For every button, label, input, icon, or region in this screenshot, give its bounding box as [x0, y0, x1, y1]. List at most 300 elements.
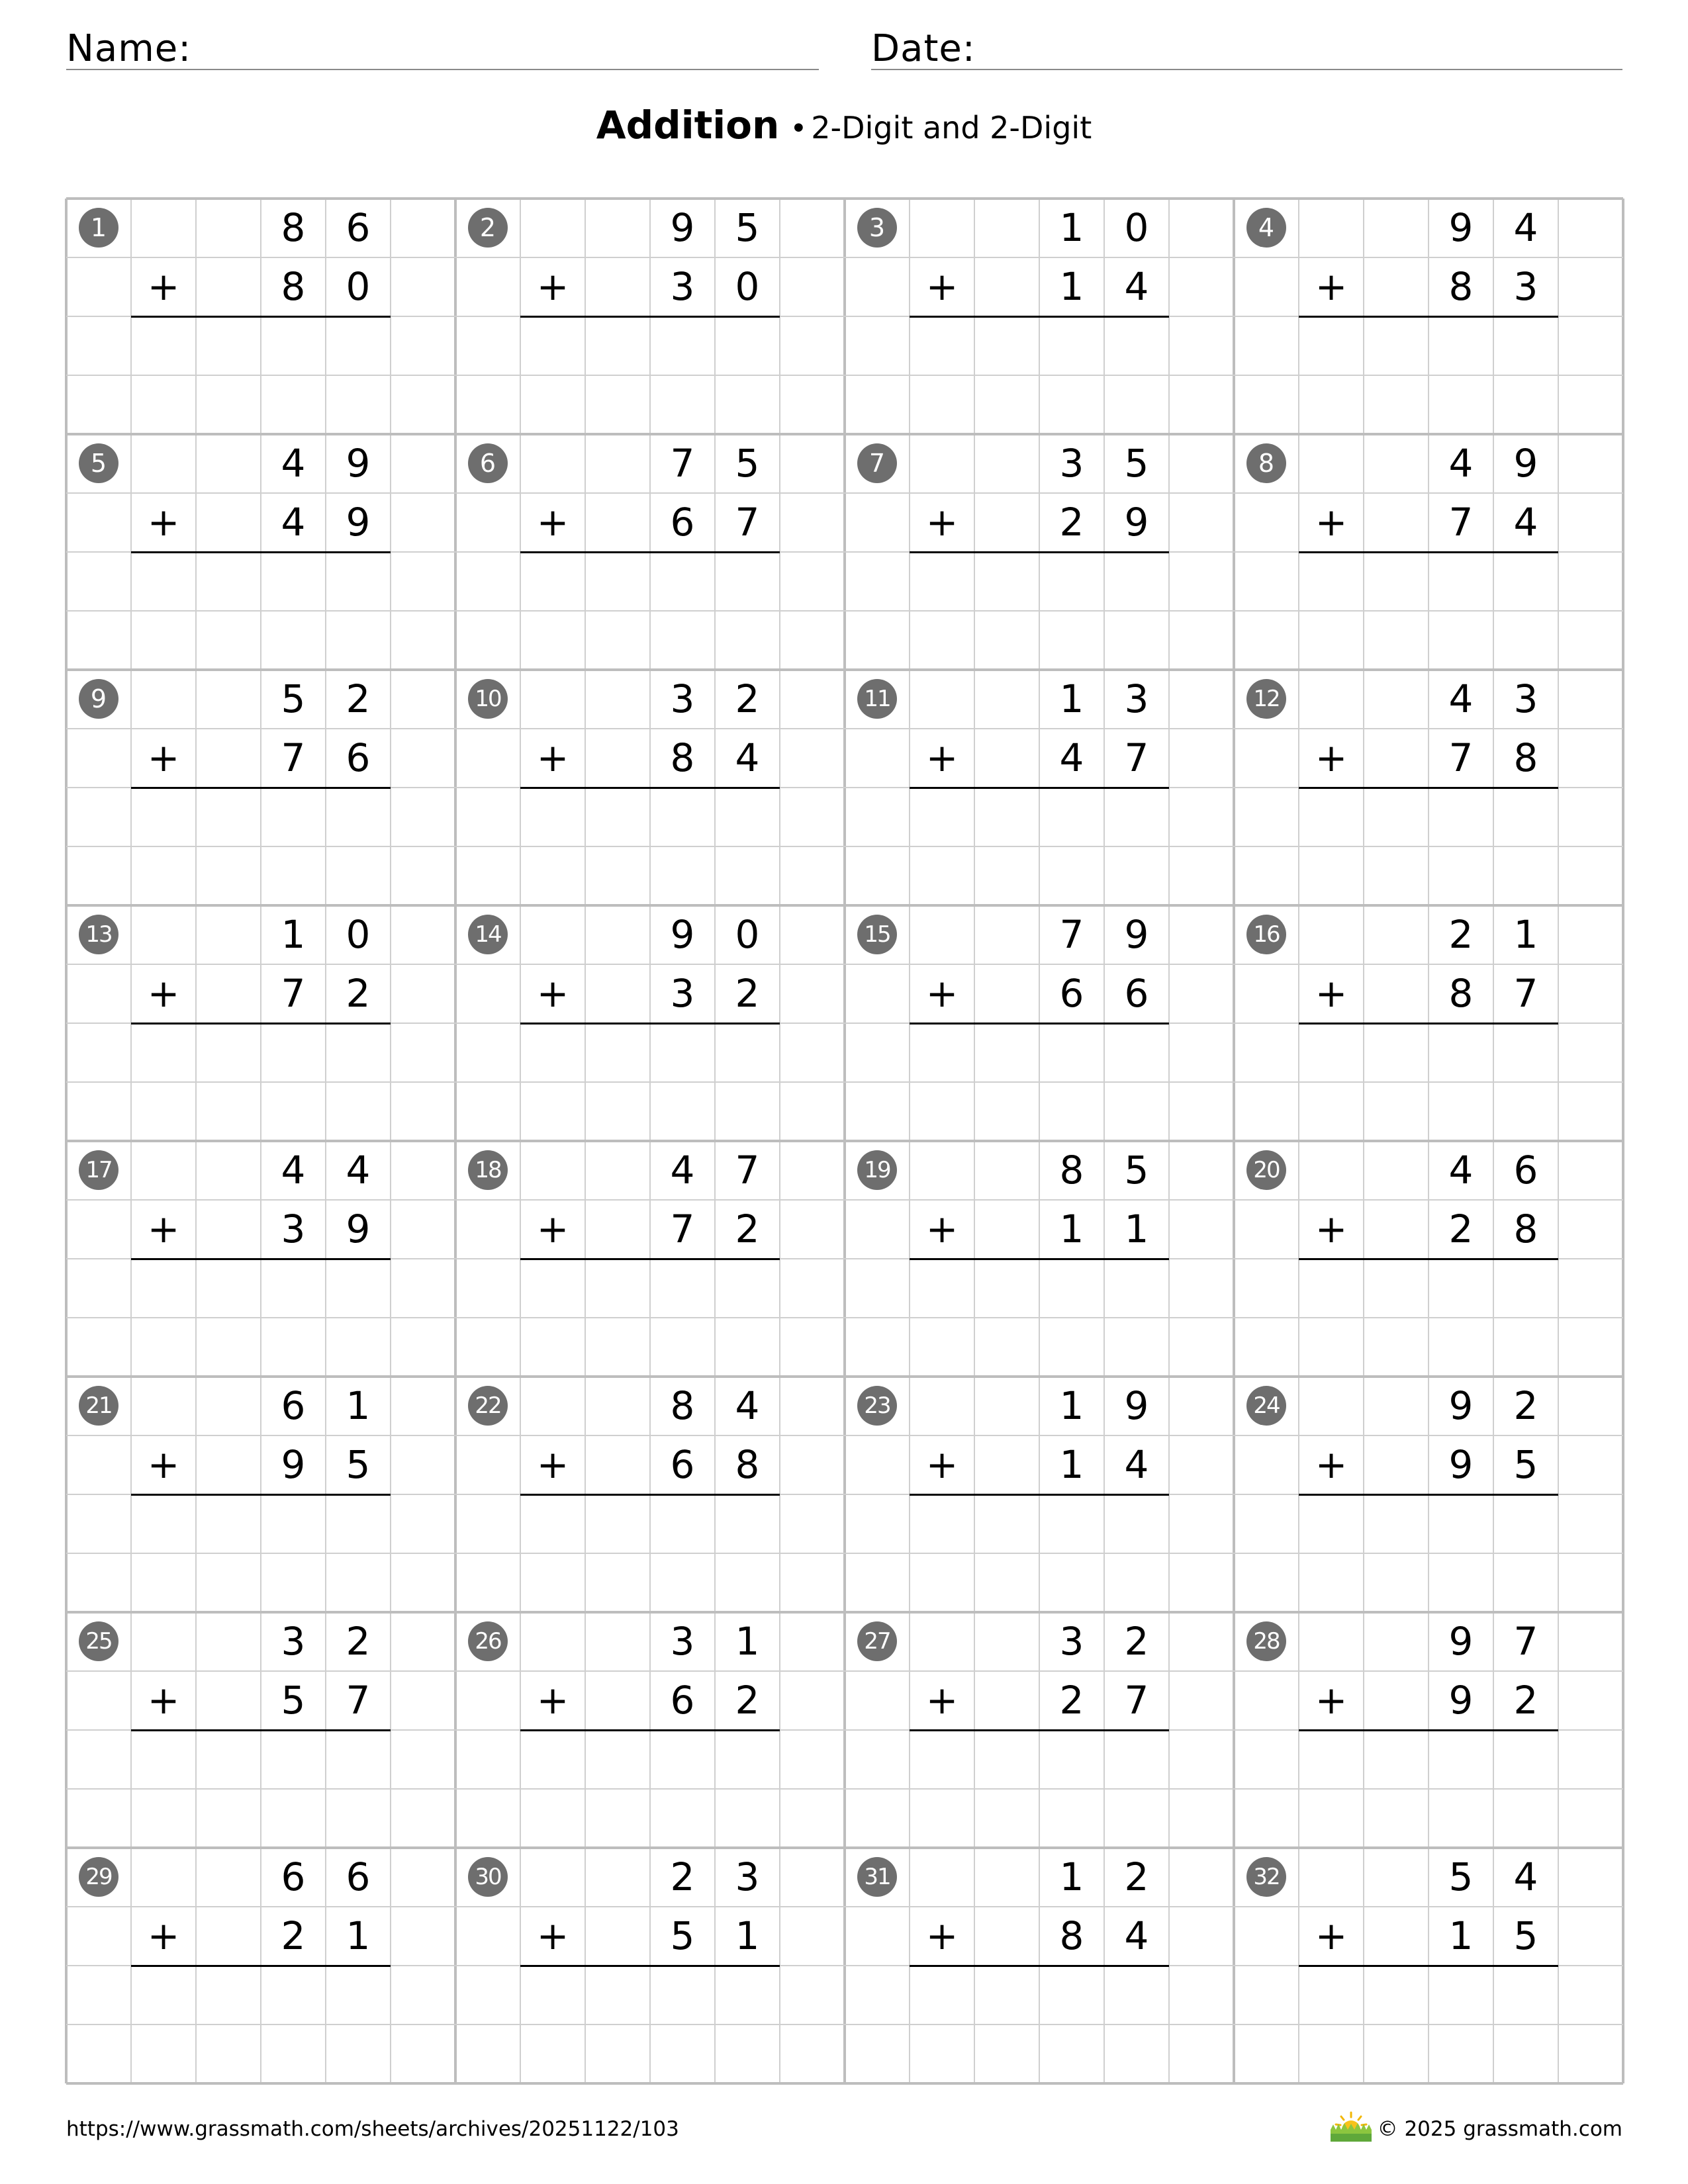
- plus-sign: +: [147, 1678, 180, 1723]
- plus-sign: +: [536, 500, 569, 545]
- answer-cell[interactable]: [1429, 316, 1493, 375]
- addend-bottom-ones: 7: [1124, 1678, 1149, 1723]
- addend-top-ones: 2: [346, 676, 371, 721]
- answer-cell[interactable]: [131, 1259, 196, 1318]
- addend-top-tens: 9: [1448, 1619, 1474, 1664]
- addend-top-ones: 4: [1513, 1854, 1538, 1899]
- answer-cell[interactable]: [1493, 1966, 1558, 2025]
- plus-sign: +: [536, 264, 569, 309]
- date-field[interactable]: [871, 23, 1622, 70]
- answer-cell[interactable]: [520, 1730, 585, 1789]
- addend-top-tens: 6: [281, 1854, 306, 1899]
- addend-top-ones: 9: [1124, 1383, 1149, 1428]
- addend-bottom-tens: 4: [281, 500, 306, 545]
- answer-cell[interactable]: [131, 1494, 196, 1553]
- title-main: Addition: [596, 103, 780, 148]
- problem-number-badge: 23: [857, 1386, 897, 1426]
- answer-cell[interactable]: [1493, 1259, 1558, 1318]
- answer-cell[interactable]: [1493, 552, 1558, 611]
- answer-cell[interactable]: [1104, 1966, 1169, 2025]
- answer-cell[interactable]: [650, 1494, 715, 1553]
- answer-cell[interactable]: [196, 1966, 261, 2025]
- answer-cell[interactable]: [910, 1023, 974, 1082]
- addend-top-tens: 1: [1059, 1854, 1084, 1899]
- addend-bottom-ones: 1: [346, 1913, 371, 1958]
- addend-top-ones: 1: [1513, 912, 1538, 957]
- answer-cell[interactable]: [1039, 1023, 1104, 1082]
- answer-cell[interactable]: [585, 1023, 650, 1082]
- answer-cell[interactable]: [1039, 552, 1104, 611]
- footer-url: https://www.grassmath.com/sheets/archives/20251122/103: [66, 2117, 679, 2141]
- answer-cell[interactable]: [261, 316, 326, 375]
- addend-bottom-ones: 7: [1513, 971, 1538, 1016]
- answer-cell[interactable]: [650, 316, 715, 375]
- addend-top-ones: 9: [346, 441, 371, 486]
- answer-cell[interactable]: [1104, 316, 1169, 375]
- plus-sign: +: [536, 1442, 569, 1487]
- plus-sign: +: [147, 735, 180, 780]
- answer-cell[interactable]: [1364, 1730, 1429, 1789]
- addend-top-ones: 0: [1124, 205, 1149, 250]
- plus-sign: +: [1315, 264, 1348, 309]
- answer-cell[interactable]: [910, 316, 974, 375]
- answer-cell[interactable]: [196, 788, 261, 846]
- answer-cell[interactable]: [1493, 1023, 1558, 1082]
- addend-top-ones: 2: [1124, 1619, 1149, 1664]
- addend-top-tens: 4: [1448, 1148, 1474, 1193]
- answer-cell[interactable]: [196, 316, 261, 375]
- addend-bottom-tens: 7: [281, 735, 306, 780]
- addend-top-tens: 1: [1059, 1383, 1084, 1428]
- answer-cell[interactable]: [1299, 1023, 1364, 1082]
- addend-bottom-tens: 3: [281, 1206, 306, 1251]
- addend-bottom-tens: 3: [670, 264, 695, 309]
- addend-bottom-ones: 4: [1124, 1913, 1149, 1958]
- plus-sign: +: [536, 1678, 569, 1723]
- addend-top-ones: 6: [346, 1854, 371, 1899]
- problem-number-badge: 12: [1246, 679, 1286, 719]
- answer-cell[interactable]: [520, 552, 585, 611]
- addend-top-ones: 2: [735, 676, 760, 721]
- problem-number-badge: 14: [468, 915, 508, 954]
- problem-number-badge: 11: [857, 679, 897, 719]
- answer-cell[interactable]: [585, 552, 650, 611]
- addend-bottom-ones: 8: [1513, 735, 1538, 780]
- addend-top-tens: 7: [1059, 912, 1084, 957]
- answer-cell[interactable]: [910, 1730, 974, 1789]
- answer-cell[interactable]: [261, 1259, 326, 1318]
- addend-top-tens: 4: [281, 1148, 306, 1193]
- answer-cell[interactable]: [1104, 1730, 1169, 1789]
- answer-cell[interactable]: [326, 788, 391, 846]
- addend-bottom-tens: 8: [1059, 1913, 1084, 1958]
- problem-number-badge: 30: [468, 1857, 508, 1897]
- answer-cell[interactable]: [1039, 316, 1104, 375]
- date-label: Date:: [871, 27, 976, 70]
- answer-cell[interactable]: [520, 788, 585, 846]
- problem-number-badge: 29: [79, 1857, 118, 1897]
- answer-cell[interactable]: [520, 1966, 585, 2025]
- answer-cell[interactable]: [1104, 1259, 1169, 1318]
- addend-bottom-tens: 1: [1059, 264, 1084, 309]
- answer-cell[interactable]: [585, 1966, 650, 2025]
- answer-cell[interactable]: [974, 788, 1039, 846]
- answer-cell[interactable]: [1429, 1494, 1493, 1553]
- answer-cell[interactable]: [131, 1730, 196, 1789]
- answer-cell[interactable]: [650, 1966, 715, 2025]
- answer-cell[interactable]: [650, 788, 715, 846]
- answer-cell[interactable]: [650, 1730, 715, 1789]
- answer-cell[interactable]: [585, 1730, 650, 1789]
- answer-cell[interactable]: [326, 1730, 391, 1789]
- answer-cell[interactable]: [974, 1494, 1039, 1553]
- addend-bottom-ones: 7: [1124, 735, 1149, 780]
- answer-cell[interactable]: [974, 316, 1039, 375]
- addend-top-ones: 6: [1513, 1148, 1538, 1193]
- addend-top-ones: 2: [346, 1619, 371, 1664]
- answer-cell[interactable]: [974, 1259, 1039, 1318]
- answer-cell[interactable]: [520, 1494, 585, 1553]
- addend-top-tens: 4: [670, 1148, 695, 1193]
- problem-number-badge: 19: [857, 1150, 897, 1190]
- addend-bottom-ones: 4: [1513, 500, 1538, 545]
- answer-cell[interactable]: [326, 1494, 391, 1553]
- answer-cell[interactable]: [196, 552, 261, 611]
- problem-number-badge: 7: [857, 443, 897, 483]
- answer-cell[interactable]: [585, 316, 650, 375]
- answer-cell[interactable]: [1104, 552, 1169, 611]
- problem-number-badge: 2: [468, 208, 508, 248]
- addend-top-tens: 3: [1059, 1619, 1084, 1664]
- answer-cell[interactable]: [1429, 1730, 1493, 1789]
- plus-sign: +: [536, 1206, 569, 1251]
- addend-bottom-tens: 8: [281, 264, 306, 309]
- addend-top-tens: 8: [1059, 1148, 1084, 1193]
- addend-top-tens: 2: [1448, 912, 1474, 957]
- addend-top-tens: 4: [1448, 441, 1474, 486]
- answer-cell[interactable]: [326, 316, 391, 375]
- addend-bottom-tens: 1: [1059, 1206, 1084, 1251]
- addend-top-tens: 1: [1059, 205, 1084, 250]
- answer-cell[interactable]: [1429, 1966, 1493, 2025]
- addend-top-tens: 4: [1448, 676, 1474, 721]
- answer-cell[interactable]: [585, 1494, 650, 1553]
- plus-sign: +: [1315, 1678, 1348, 1723]
- addend-top-ones: 9: [1513, 441, 1538, 486]
- addend-bottom-tens: 2: [1059, 1678, 1084, 1723]
- addend-bottom-tens: 6: [670, 1442, 695, 1487]
- addend-bottom-tens: 9: [281, 1442, 306, 1487]
- plus-sign: +: [925, 1442, 959, 1487]
- plus-sign: +: [925, 1678, 959, 1723]
- answer-cell[interactable]: [261, 1730, 326, 1789]
- answer-cell[interactable]: [715, 1966, 780, 2025]
- plus-sign: +: [147, 264, 180, 309]
- answer-cell[interactable]: [650, 552, 715, 611]
- problem-number-badge: 6: [468, 443, 508, 483]
- problem-number-badge: 28: [1246, 1621, 1286, 1661]
- answer-cell[interactable]: [326, 1259, 391, 1318]
- answer-cell[interactable]: [910, 1259, 974, 1318]
- answer-cell[interactable]: [1493, 1494, 1558, 1553]
- addend-top-tens: 2: [670, 1854, 695, 1899]
- answer-cell[interactable]: [1299, 552, 1364, 611]
- answer-cell[interactable]: [1039, 1494, 1104, 1553]
- answer-cell[interactable]: [520, 1259, 585, 1318]
- problem-grid: [66, 199, 1623, 2083]
- answer-cell[interactable]: [261, 1966, 326, 2025]
- title-subtitle: 2-Digit and 2-Digit: [811, 110, 1092, 146]
- addend-top-tens: 5: [1448, 1854, 1474, 1899]
- addend-bottom-ones: 5: [1513, 1913, 1538, 1958]
- addend-bottom-ones: 2: [346, 971, 371, 1016]
- addend-bottom-tens: 5: [281, 1678, 306, 1723]
- answer-cell[interactable]: [1039, 1259, 1104, 1318]
- answer-cell[interactable]: [1299, 1730, 1364, 1789]
- answer-cell[interactable]: [910, 1494, 974, 1553]
- plus-sign: +: [147, 971, 180, 1016]
- addend-top-tens: 6: [281, 1383, 306, 1428]
- answer-cell[interactable]: [1104, 1494, 1169, 1553]
- answer-cell[interactable]: [326, 1966, 391, 2025]
- addend-top-tens: 5: [281, 676, 306, 721]
- addend-top-ones: 3: [1513, 676, 1538, 721]
- answer-cell[interactable]: [974, 1730, 1039, 1789]
- answer-cell[interactable]: [1429, 788, 1493, 846]
- answer-cell[interactable]: [1429, 1023, 1493, 1082]
- addend-bottom-ones: 7: [346, 1678, 371, 1723]
- addend-top-ones: 4: [1513, 205, 1538, 250]
- addend-bottom-tens: 8: [1448, 264, 1474, 309]
- answer-cell[interactable]: [910, 552, 974, 611]
- problem-number-badge: 22: [468, 1386, 508, 1426]
- problem-number-badge: 20: [1246, 1150, 1286, 1190]
- plus-sign: +: [925, 1206, 959, 1251]
- answer-cell[interactable]: [974, 1966, 1039, 2025]
- answer-cell[interactable]: [974, 1023, 1039, 1082]
- addend-top-ones: 4: [735, 1383, 760, 1428]
- addend-bottom-ones: 2: [735, 1678, 760, 1723]
- answer-cell[interactable]: [1299, 1494, 1364, 1553]
- addend-bottom-tens: 7: [670, 1206, 695, 1251]
- answer-cell[interactable]: [196, 1023, 261, 1082]
- answer-cell[interactable]: [715, 1730, 780, 1789]
- answer-cell[interactable]: [1364, 1494, 1429, 1553]
- answer-cell[interactable]: [650, 1259, 715, 1318]
- answer-cell[interactable]: [261, 788, 326, 846]
- addend-top-tens: 7: [670, 441, 695, 486]
- plus-sign: +: [925, 971, 959, 1016]
- addend-bottom-ones: 0: [735, 264, 760, 309]
- plus-sign: +: [147, 1442, 180, 1487]
- answer-cell[interactable]: [1299, 788, 1364, 846]
- addend-top-tens: 4: [281, 441, 306, 486]
- answer-cell[interactable]: [650, 1023, 715, 1082]
- addend-bottom-tens: 5: [670, 1913, 695, 1958]
- addend-bottom-tens: 1: [1059, 1442, 1084, 1487]
- answer-cell[interactable]: [1104, 1023, 1169, 1082]
- answer-cell[interactable]: [1039, 1966, 1104, 2025]
- addend-bottom-tens: 1: [1448, 1913, 1474, 1958]
- problem-number-badge: 31: [857, 1857, 897, 1897]
- answer-cell[interactable]: [131, 1023, 196, 1082]
- answer-cell[interactable]: [196, 1494, 261, 1553]
- answer-cell[interactable]: [1364, 1966, 1429, 2025]
- problem-number-badge: 24: [1246, 1386, 1286, 1426]
- answer-cell[interactable]: [1104, 788, 1169, 846]
- addend-bottom-ones: 5: [1513, 1442, 1538, 1487]
- plus-sign: +: [1315, 1206, 1348, 1251]
- grass-sun-icon: [1328, 2110, 1374, 2143]
- addend-bottom-ones: 6: [1124, 971, 1149, 1016]
- answer-cell[interactable]: [585, 1259, 650, 1318]
- title-separator: •: [790, 112, 808, 146]
- footer-copyright: © 2025 grassmath.com: [1377, 2117, 1622, 2141]
- addend-bottom-tens: 2: [1448, 1206, 1474, 1251]
- addend-top-tens: 3: [281, 1619, 306, 1664]
- block-divider: [66, 2082, 1623, 2085]
- answer-cell[interactable]: [1429, 552, 1493, 611]
- answer-cell[interactable]: [326, 552, 391, 611]
- answer-cell[interactable]: [1364, 1023, 1429, 1082]
- problem-number-badge: 18: [468, 1150, 508, 1190]
- addend-top-ones: 7: [1513, 1619, 1538, 1664]
- answer-cell[interactable]: [715, 1259, 780, 1318]
- answer-cell[interactable]: [131, 1966, 196, 2025]
- problem-number-badge: 27: [857, 1621, 897, 1661]
- answer-cell[interactable]: [326, 1023, 391, 1082]
- answer-cell[interactable]: [910, 788, 974, 846]
- answer-cell[interactable]: [910, 1966, 974, 2025]
- addend-top-tens: 9: [1448, 1383, 1474, 1428]
- addend-bottom-ones: 2: [735, 971, 760, 1016]
- addend-top-ones: 7: [735, 1148, 760, 1193]
- addend-bottom-tens: 9: [1448, 1442, 1474, 1487]
- addend-bottom-ones: 8: [1513, 1206, 1538, 1251]
- plus-sign: +: [925, 500, 959, 545]
- addend-bottom-tens: 6: [1059, 971, 1084, 1016]
- answer-cell[interactable]: [1493, 1730, 1558, 1789]
- problem-number-badge: 10: [468, 679, 508, 719]
- answer-cell[interactable]: [261, 1023, 326, 1082]
- addend-bottom-ones: 3: [1513, 264, 1538, 309]
- answer-cell[interactable]: [1039, 788, 1104, 846]
- answer-cell[interactable]: [196, 1730, 261, 1789]
- name-field[interactable]: [66, 23, 819, 70]
- answer-cell[interactable]: [261, 552, 326, 611]
- answer-cell[interactable]: [1299, 1259, 1364, 1318]
- answer-cell[interactable]: [715, 788, 780, 846]
- addend-top-ones: 2: [1124, 1854, 1149, 1899]
- answer-cell[interactable]: [715, 1023, 780, 1082]
- problem-number-badge: 16: [1246, 915, 1286, 954]
- problem-number-badge: 15: [857, 915, 897, 954]
- plus-sign: +: [147, 1913, 180, 1958]
- problem-number-badge: 25: [79, 1621, 118, 1661]
- addend-top-tens: 1: [281, 912, 306, 957]
- addend-bottom-ones: 2: [1513, 1678, 1538, 1723]
- addend-bottom-ones: 8: [735, 1442, 760, 1487]
- problem-number-badge: 21: [79, 1386, 118, 1426]
- addend-bottom-tens: 2: [1059, 500, 1084, 545]
- plus-sign: +: [147, 1206, 180, 1251]
- answer-cell[interactable]: [131, 552, 196, 611]
- answer-cell[interactable]: [1364, 316, 1429, 375]
- addend-top-ones: 3: [735, 1854, 760, 1899]
- answer-cell[interactable]: [1364, 552, 1429, 611]
- addend-top-ones: 0: [346, 912, 371, 957]
- problem-number-badge: 3: [857, 208, 897, 248]
- answer-cell[interactable]: [585, 788, 650, 846]
- answer-cell[interactable]: [1493, 316, 1558, 375]
- plus-sign: +: [1315, 971, 1348, 1016]
- answer-cell[interactable]: [131, 788, 196, 846]
- answer-cell[interactable]: [520, 1023, 585, 1082]
- addend-top-tens: 3: [670, 676, 695, 721]
- addend-top-tens: 8: [670, 1383, 695, 1428]
- answer-cell[interactable]: [715, 1494, 780, 1553]
- plus-sign: +: [147, 500, 180, 545]
- addend-top-ones: 9: [1124, 912, 1149, 957]
- answer-cell[interactable]: [715, 316, 780, 375]
- addend-top-ones: 1: [346, 1383, 371, 1428]
- problem-number-badge: 4: [1246, 208, 1286, 248]
- answer-cell[interactable]: [131, 316, 196, 375]
- addend-bottom-ones: 7: [735, 500, 760, 545]
- addend-top-tens: 1: [1059, 676, 1084, 721]
- addend-bottom-ones: 9: [1124, 500, 1149, 545]
- plus-sign: +: [925, 264, 959, 309]
- plus-sign: +: [1315, 1442, 1348, 1487]
- answer-cell[interactable]: [974, 552, 1039, 611]
- problem-number-badge: 8: [1246, 443, 1286, 483]
- problem-number-badge: 9: [79, 679, 118, 719]
- answer-cell[interactable]: [715, 552, 780, 611]
- answer-cell[interactable]: [1364, 788, 1429, 846]
- plus-sign: +: [925, 735, 959, 780]
- answer-cell[interactable]: [1364, 1259, 1429, 1318]
- addend-top-tens: 8: [281, 205, 306, 250]
- addend-top-ones: 5: [1124, 1148, 1149, 1193]
- addend-bottom-tens: 7: [1448, 735, 1474, 780]
- addend-top-ones: 5: [735, 441, 760, 486]
- addend-top-ones: 6: [346, 205, 371, 250]
- plus-sign: +: [925, 1913, 959, 1958]
- addend-bottom-tens: 6: [670, 500, 695, 545]
- addend-top-tens: 9: [670, 205, 695, 250]
- addend-bottom-tens: 8: [1448, 971, 1474, 1016]
- answer-cell[interactable]: [196, 1259, 261, 1318]
- problem-number-badge: 5: [79, 443, 118, 483]
- addend-bottom-tens: 9: [1448, 1678, 1474, 1723]
- addend-top-ones: 4: [346, 1148, 371, 1193]
- addend-top-tens: 9: [670, 912, 695, 957]
- problem-number-badge: 17: [79, 1150, 118, 1190]
- addend-bottom-ones: 5: [346, 1442, 371, 1487]
- addend-top-ones: 2: [1513, 1383, 1538, 1428]
- answer-cell[interactable]: [1039, 1730, 1104, 1789]
- answer-cell[interactable]: [1299, 316, 1364, 375]
- answer-cell[interactable]: [1299, 1966, 1364, 2025]
- problem-number-badge: 1: [79, 208, 118, 248]
- answer-cell[interactable]: [1493, 788, 1558, 846]
- answer-cell[interactable]: [1429, 1259, 1493, 1318]
- answer-cell[interactable]: [520, 316, 585, 375]
- plus-sign: +: [536, 971, 569, 1016]
- answer-cell[interactable]: [261, 1494, 326, 1553]
- addend-bottom-tens: 7: [281, 971, 306, 1016]
- addend-bottom-ones: 2: [735, 1206, 760, 1251]
